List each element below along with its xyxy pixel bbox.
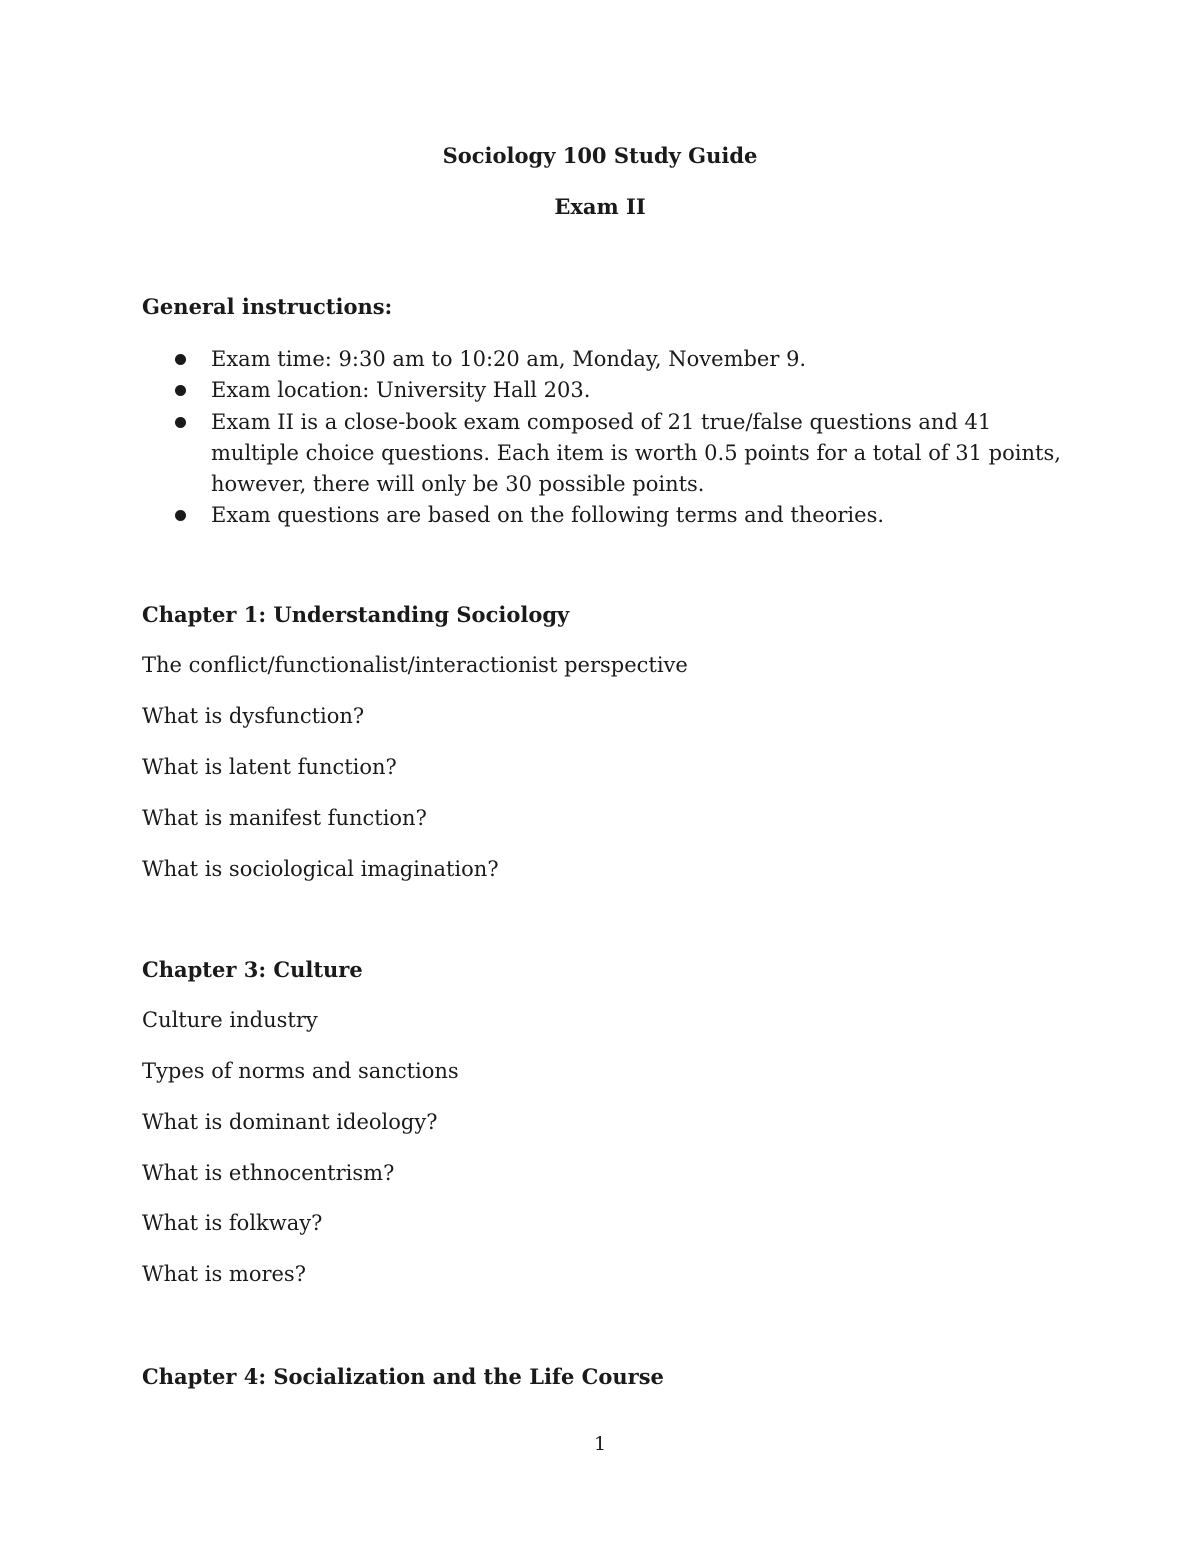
list-item	[142, 500, 1082, 531]
document-subtitle: Exam II	[554, 194, 646, 219]
bullet-icon	[175, 417, 186, 428]
chapter-1-heading: Chapter 1: Understanding Sociology	[142, 602, 570, 627]
general-instructions-heading: General instructions:	[142, 294, 393, 319]
chapter-3-item: Culture industry	[142, 1008, 318, 1032]
chapter-3-item: Types of norms and sanctions	[142, 1059, 459, 1083]
list-item	[142, 375, 1082, 406]
general-instructions-list	[142, 344, 1082, 532]
chapter-3-item: What is mores?	[142, 1262, 306, 1286]
chapter-3-heading: Chapter 3: Culture	[142, 957, 363, 982]
chapter-3-item: What is folkway?	[142, 1211, 323, 1235]
chapter-1-item: What is latent function?	[142, 755, 397, 779]
instruction-text: Exam time: 9:30 am to 10:20 am, Monday, November 9.	[211, 347, 807, 371]
list-item	[142, 344, 1082, 375]
instruction-text: Exam location: University Hall 203.	[211, 378, 591, 403]
bullet-icon	[175, 354, 186, 365]
chapter-1-item: The conflict/functionalist/interactionist perspective	[142, 653, 688, 677]
chapter-3-item: What is dominant ideology?	[142, 1110, 438, 1134]
bullet-icon	[175, 510, 186, 521]
chapter-1-item: What is sociological imagination?	[142, 857, 499, 881]
page-number: 1	[593, 1433, 607, 1455]
chapter-1-item: What is dysfunction?	[142, 704, 365, 728]
instruction-text: Exam questions are based on the following terms and theories.	[211, 503, 885, 528]
bullet-icon	[175, 385, 186, 396]
list-item	[142, 407, 1082, 501]
chapter-1-item: What is manifest function?	[142, 806, 427, 830]
chapter-4-heading: Chapter 4: Socialization and the Life Course	[142, 1364, 664, 1389]
instruction-text: Exam II is a close-book exam composed of 21 true/false questions and 41 multiple choice questions. Each item is worth 0.5 points for a total of 31 points, however, there will only be 30 possible points.	[211, 409, 1061, 497]
document-title: Sociology 100 Study Guide	[442, 143, 758, 168]
chapter-3-item: What is ethnocentrism?	[142, 1161, 395, 1185]
